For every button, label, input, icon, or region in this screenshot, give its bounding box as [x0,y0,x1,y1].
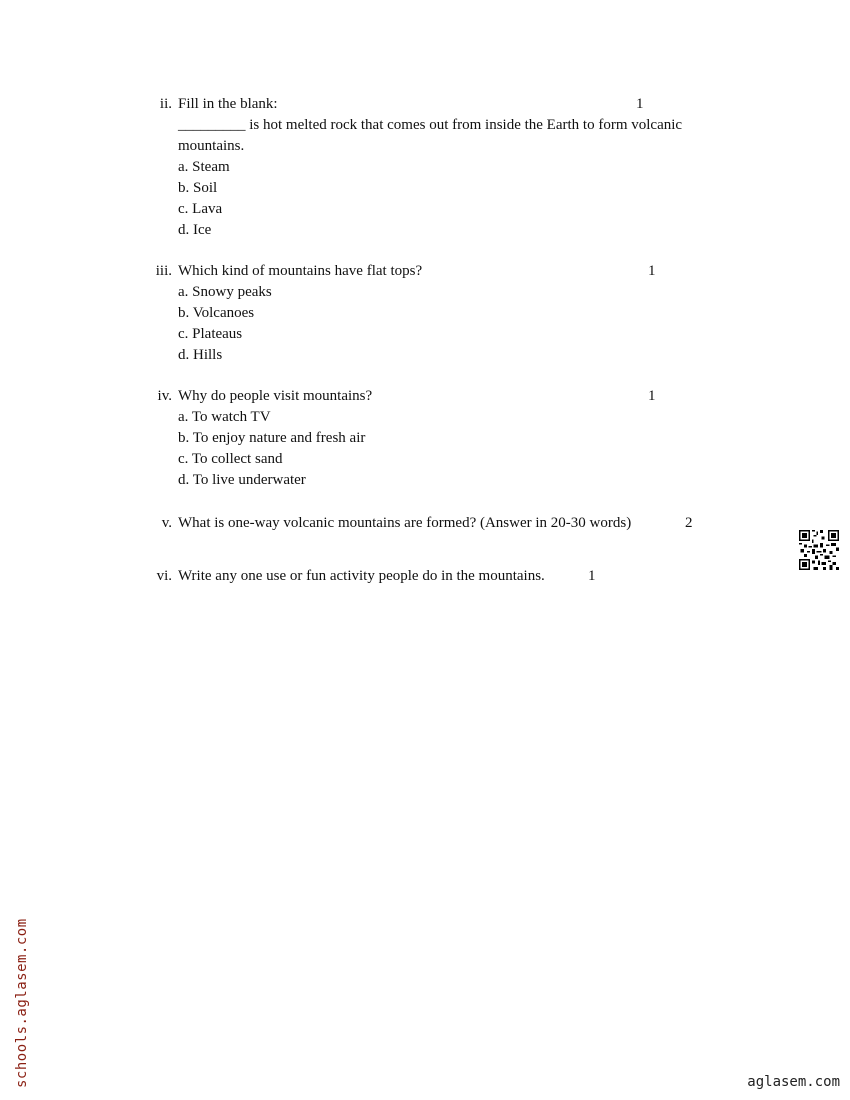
qr-code-icon[interactable] [799,530,839,570]
footer-watermark: aglasem.com [747,1074,840,1090]
option-d: d. Ice [178,222,212,238]
question-number: vi. [156,568,172,584]
question-marks: 1 [648,263,656,279]
option-a: a. Snowy peaks [178,284,272,300]
option-c: c. Lava [178,201,223,217]
question-number: iii. [155,263,172,279]
fill-blank: _________ [178,117,246,133]
question-stem: Which kind of mountains have flat tops? [178,263,423,279]
option-b: b. Volcanoes [178,305,255,321]
question-stem: What is one-way volcanic mountains are formed? (Answer in 20-30 words) [178,515,632,531]
option-d: d. Hills [178,347,223,363]
option-a: a. Steam [178,159,230,175]
question-stem: Why do people visit mountains? [178,388,373,404]
question-number: ii. [159,96,172,112]
question-marks: 1 [588,568,596,584]
option-c: c. To collect sand [178,451,283,467]
question-marks: 2 [685,515,693,531]
question-stem: Fill in the blank: [178,96,278,112]
question-marks: 1 [636,96,644,112]
option-c: c. Plateaus [178,326,243,342]
question-stem-text: is hot melted rock that comes out from inside the Earth to form volcanic [245,117,683,133]
option-d: d. To live underwater [178,472,306,488]
option-b: b. Soil [178,180,218,196]
question-number: iv. [157,388,172,404]
side-watermark: schools.aglasem.com [14,918,30,1088]
question-stem: Write any one use or fun activity people do in the mountains. [178,568,545,584]
question-marks: 1 [648,388,656,404]
option-a: a. To watch TV [178,409,271,425]
question-number: v. [161,515,172,531]
question-stem-end: mountains. [178,138,245,154]
option-b: b. To enjoy nature and fresh air [178,430,366,446]
question-stem-continued [178,116,682,134]
